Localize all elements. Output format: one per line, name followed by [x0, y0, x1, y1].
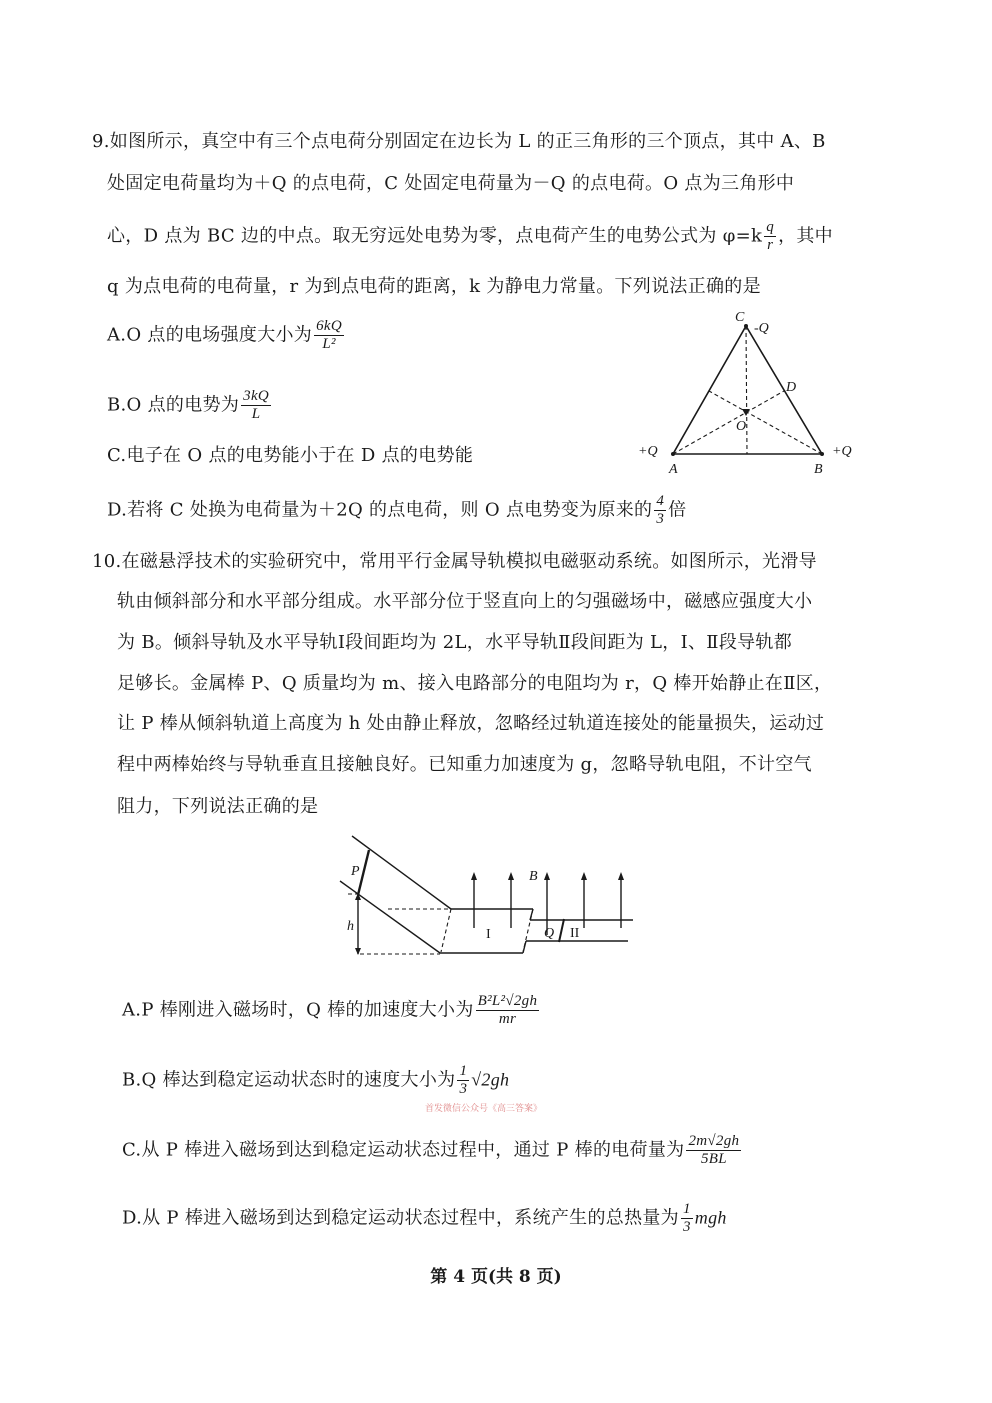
formula-den: r: [767, 237, 774, 253]
q10-option-a[interactable]: [122, 993, 541, 1028]
frac-num: 1: [459, 1063, 468, 1079]
option-text: B.O 点的电势为: [107, 394, 240, 416]
frac-den: 3: [656, 511, 665, 527]
rail-figure: [330, 830, 640, 960]
q9-line-3-text: 心，D 点为 BC 边的中点。取无穷远处电势为零，点电荷产生的电势公式为 φ=k: [107, 225, 763, 247]
label-q: Q: [544, 926, 555, 941]
frac-num: 3kQ: [243, 388, 270, 404]
q10-line-5: 让 P 棒从倾斜轨道上高度为 h 处由静止释放，忽略经过轨道连接处的能量损失，运动过: [117, 713, 825, 734]
label-a: A: [669, 462, 678, 477]
option-text: C.从 P 棒进入磁场到达到稳定运动状态过程中，通过 P 棒的电荷量为: [122, 1139, 685, 1161]
label-b-charge: +Q: [832, 444, 852, 459]
triangle-figure: [636, 305, 862, 479]
option-fraction: [314, 318, 344, 353]
option-fraction: [654, 493, 666, 528]
q9-line-1: 9.如图所示，真空中有三个点电荷分别固定在边长为 L 的正三角形的三个顶点，其中 A、B: [92, 131, 826, 152]
q9-line-2: 处固定电荷量均为＋Q 的点电荷，C 处固定电荷量为－Q 的点电荷。O 点为三角形中: [107, 173, 795, 194]
watermark: 首发微信公众号《高三答案》: [425, 1104, 543, 1114]
frac-den: L²: [322, 336, 336, 352]
frac-den: L: [251, 406, 261, 422]
formula-num: q: [766, 219, 775, 235]
frac-num: 4: [656, 493, 665, 509]
q10-line-3: 为 B。倾斜导轨及水平导轨Ⅰ段间距均为 2L，水平导轨Ⅱ段间距为 L，Ⅰ、Ⅱ段导轨都: [117, 632, 793, 653]
label-h: h: [347, 919, 354, 934]
option-text: B.Q 棒达到稳定运动状态时的速度大小为: [122, 1069, 456, 1091]
label-c: C: [735, 310, 745, 325]
q10-option-b[interactable]: [122, 1063, 509, 1098]
q9-option-c[interactable]: C.电子在 O 点的电势能小于在 D 点的电势能: [107, 445, 474, 466]
option-text: A.O 点的电场强度大小为: [107, 324, 313, 346]
q9-option-d[interactable]: [107, 493, 686, 528]
q9-line-4: q 为点电荷的电荷量，r 为到点电荷的距离，k 为静电力常量。下列说法正确的是: [107, 276, 761, 297]
option-tail: √2gh: [471, 1069, 510, 1090]
option-tail: mgh: [694, 1207, 727, 1228]
option-text: D.从 P 棒进入磁场到达到稳定运动状态过程中，系统产生的总热量为: [122, 1207, 679, 1229]
q9-line-3-tail: ，其中: [778, 225, 833, 247]
frac-den: 5BL: [700, 1151, 727, 1167]
option-fraction: [681, 1201, 693, 1236]
q9-option-b[interactable]: [107, 388, 273, 423]
q10-option-c[interactable]: [122, 1133, 743, 1168]
label-d: D: [786, 380, 797, 395]
option-fraction: [457, 1063, 469, 1098]
q10-line-2: 轨由倾斜部分和水平部分组成。水平部分位于竖直向上的匀强磁场中，磁感应强度大小: [117, 591, 813, 612]
frac-den: 3: [459, 1081, 468, 1097]
frac-den: 3: [682, 1219, 691, 1235]
label-region-ii: II: [570, 926, 580, 941]
potential-formula: [764, 219, 776, 254]
label-region-i: I: [486, 927, 491, 942]
label-b-field: B: [529, 869, 538, 884]
q10-line-7: 阻力，下列说法正确的是: [117, 796, 319, 817]
q10-line-6: 程中两棒始终与导轨垂直且接触良好。已知重力加速度为 g，忽略导轨电阻，不计空气: [117, 754, 812, 775]
q10-line-1: 10.在磁悬浮技术的实验研究中，常用平行金属导轨模拟电磁驱动系统。如图所示，光滑导: [92, 551, 817, 572]
q9-option-a[interactable]: [107, 318, 346, 353]
frac-num: 2m√2gh: [688, 1133, 740, 1149]
frac-den: mr: [498, 1011, 517, 1027]
option-text: A.P 棒刚进入磁场时，Q 棒的加速度大小为: [122, 999, 474, 1021]
label-b: B: [814, 462, 823, 477]
option-tail: 倍: [668, 499, 687, 521]
frac-num: B²L²√2gh: [477, 993, 538, 1009]
page-footer: 第 4 页(共 8 页): [430, 1267, 562, 1287]
label-a-charge: +Q: [638, 444, 658, 459]
option-fraction: [476, 993, 540, 1028]
option-text: D.若将 C 处换为电荷量为＋2Q 的点电荷，则 O 点电势变为原来的: [107, 499, 653, 521]
label-o: O: [736, 419, 747, 434]
q9-line-3: [107, 219, 833, 254]
label-p: P: [351, 864, 360, 879]
option-fraction: [686, 1133, 741, 1168]
q10-option-d[interactable]: [122, 1201, 727, 1236]
q10-line-4: 足够长。金属棒 P、Q 质量均为 m、接入电路部分的电阻均为 r，Q 棒开始静止在Ⅱ区，: [117, 673, 833, 694]
frac-num: 1: [682, 1201, 691, 1217]
frac-num: 6kQ: [316, 318, 342, 334]
label-c-charge: -Q: [754, 321, 769, 336]
option-fraction: [241, 388, 271, 423]
